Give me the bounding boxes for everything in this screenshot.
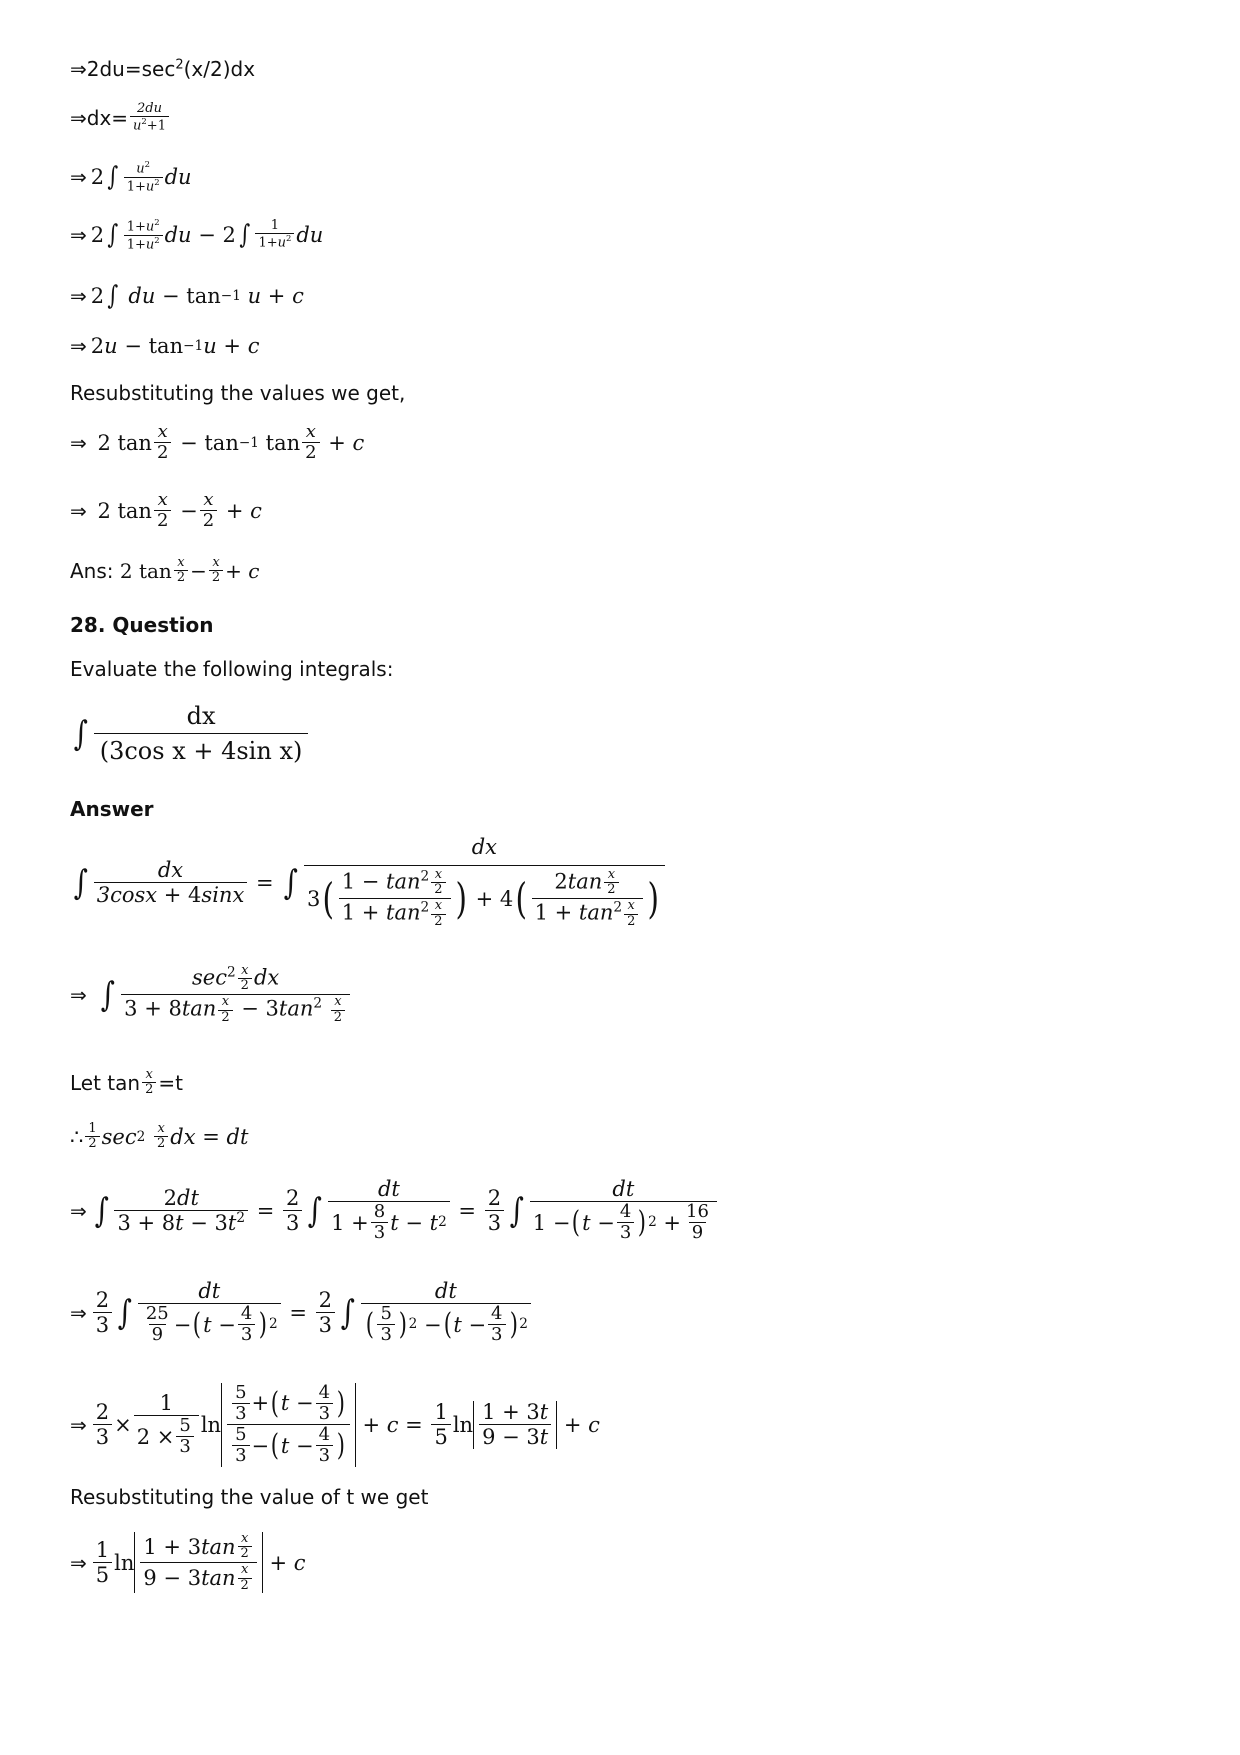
resubstitute-text-2: Resubstituting the value of t we get bbox=[70, 1485, 429, 1509]
step-integral-3: ⇒ 2 ∫ du − tan −1 u + c bbox=[70, 281, 304, 311]
answer-heading: Answer bbox=[70, 797, 154, 821]
answer-step-4: ⇒ $\frac{2}{3}$ ∫ dt $\frac{25}{9}$ − ( t − $\frac{4}{3}$ ) 2 = $\frac{2}{3}$ ∫ dt ( $\frac{5}{3}$ ) 2 − ( t − $\frac{4}{3}$ ) 2 bbox=[70, 1280, 533, 1346]
differential-line: ∴ $\frac{1}{2}$ sec 2 $\frac{x}{2}$ dx = dt bbox=[70, 1121, 249, 1152]
question-prompt: Evaluate the following integrals: bbox=[70, 657, 394, 681]
step-resub-2: ⇒ 2 tan $\frac{x}{2}$ − $\frac{x}{2}$ + c bbox=[70, 489, 262, 531]
answer-step-5: ⇒ $\frac{2}{3}$ × 1 2 × $\frac{5}{3}$ ln $\frac{5}{3}$ + ( t − $\frac{4}{3}$ ) $\frac{5}{3}$ − ( t − $\frac{4}{3}$ ) + c = $\frac{1}{5}$ ln $\frac{1 + 3t}{9 - 3t}$ + c bbox=[70, 1382, 600, 1467]
step-dx: ⇒dx= $\frac{2du}{u^2+1}$ bbox=[70, 102, 171, 135]
step-result-u: ⇒ 2 u − tan −1 u + c bbox=[70, 334, 260, 358]
step-2du: $\Rightarrow 2du=\sec^2(x/2)dx$ bbox=[70, 57, 256, 81]
step-integral-1: ⇒ 2 ∫ $\frac{u^2}{1+u^2}$ du bbox=[70, 159, 192, 194]
substitution-line: Let tan $\frac{x}{2}$ =t bbox=[70, 1067, 183, 1098]
step-resub-1: ⇒ 2 tan $\frac{x}{2}$ − tan −1 tan $\frac{x}{2}$ + c bbox=[70, 421, 365, 463]
step-integral-2: ⇒ 2 ∫ $\frac{1+u^2}{1+u^2}$ du − 2 ∫ $\frac{1}{1+u^2}$ du bbox=[70, 217, 324, 252]
question-integral: ∫ $\frac{dx}{\text{(3cos x + 4sin x)}}$ bbox=[70, 703, 310, 766]
answer-step-3: ⇒ ∫ $\frac{2dt}{3 + 8t - 3t^2}$ = $\frac{2}{3}$ ∫ dt 1 + $\frac{8}{3}$ t − t 2 = $\frac{2}{3}$ ∫ dt 1 − ( t − $\frac{4}{3}$ ) 2 + $\frac{16}{9}$ bbox=[70, 1178, 719, 1244]
question-heading: 28. Question bbox=[70, 613, 214, 637]
answer-step-2: ⇒ ∫ $\sec^2$ $\frac{x}{2}$ dx 3 + 8tan $\frac{x}{2}$ − $3\tan^2$ $\frac{x}{2}$ bbox=[70, 964, 352, 1025]
final-result: ⇒ $\frac{1}{5}$ ln 1 + 3 tan $\frac{x}{2}$ 9 − 3 tan $\frac{x}{2}$ + c bbox=[70, 1531, 306, 1593]
answer-step-1: ∫ $\frac{dx}{3\cos x + 4\sin x}$ = ∫ dx 3 ( $1 - \tan^2$ $\frac{x}{2}$ $1 + \tan^2$ $\frac{x}{2}$ ) + 4 ( 2tan $\frac{x}{2}$ $1 + \tan^2$ $\frac{x}{2}$ ) bbox=[70, 836, 667, 930]
resubstitute-text-1: Resubstituting the values we get, bbox=[70, 381, 406, 405]
answer-line: Ans: 2 tan $\frac{x}{2}$ − $\frac{x}{2}$ + c bbox=[70, 555, 260, 586]
